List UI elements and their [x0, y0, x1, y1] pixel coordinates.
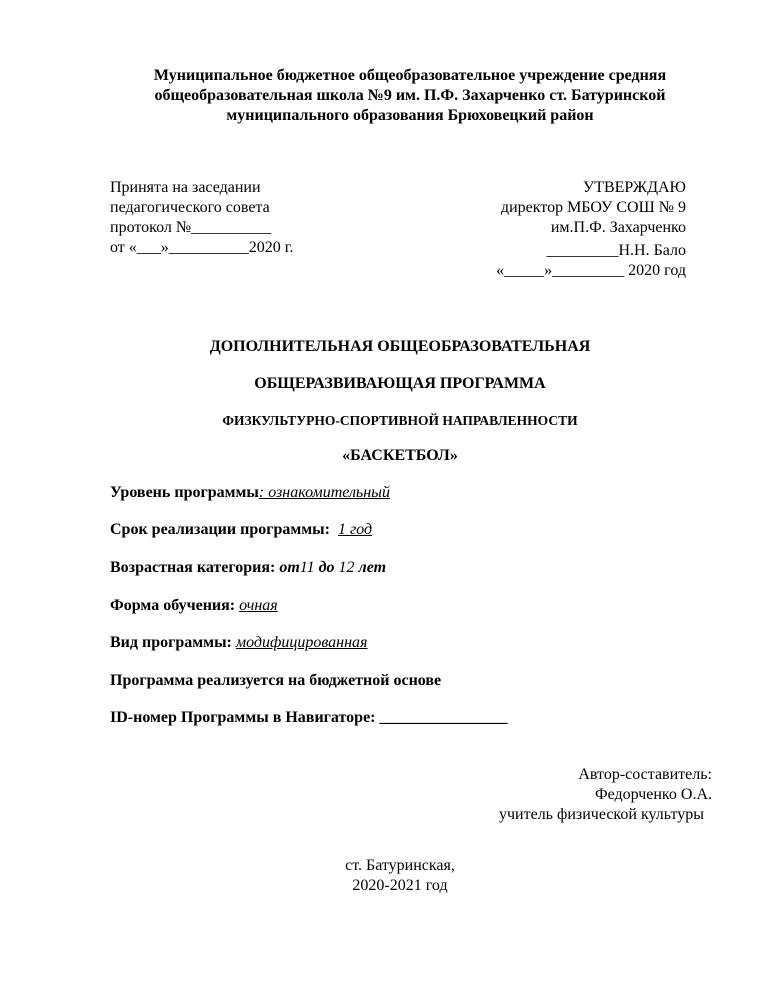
- author-block: [499, 765, 712, 825]
- approved-line-1: УТВЕРЖДАЮ: [582, 179, 686, 196]
- program-type-value: модифицированная: [235, 634, 368, 651]
- approved-line-2: директор МБОУ СОШ № 9: [500, 199, 686, 216]
- institution-header: [100, 66, 720, 126]
- author-line-1: Автор-составитель:: [578, 766, 712, 783]
- navigator-id-text: ID-номер Программы в Навигаторе: ________________: [110, 709, 508, 726]
- funding-note: [110, 671, 441, 691]
- age-unit: лет: [358, 559, 387, 576]
- study-form: [110, 596, 278, 616]
- accepted-line-1: Принята на заседании: [110, 179, 261, 196]
- age-from: от: [279, 559, 300, 576]
- approved-line-4: _________Н.Н. Бало: [546, 242, 686, 259]
- approved-line-5: «_____»_________ 2020 год: [496, 262, 686, 279]
- age-to: до: [318, 559, 335, 576]
- author-line-3: учитель физической культуры: [498, 806, 704, 823]
- institution-line-3: муниципального образования Брюховецкий район: [226, 107, 594, 124]
- program-type: [110, 633, 368, 653]
- program-term-value: 1 год: [338, 521, 373, 538]
- footer: [0, 856, 768, 896]
- program-term-label: Срок реализации программы:: [110, 521, 330, 538]
- institution-line-2: общеобразовательная школа №9 им. П.Ф. Захарченко ст. Батуринской: [154, 87, 666, 104]
- accepted-block: [110, 178, 294, 258]
- age-max: 12: [338, 559, 355, 576]
- accepted-line-2: педагогического совета: [110, 199, 270, 216]
- age-category: [110, 558, 386, 578]
- title-line-4: «БАСКЕТБОЛ»: [342, 447, 458, 464]
- study-form-value: очная: [239, 597, 278, 614]
- funding-text: Программа реализуется на бюджетной основе: [110, 672, 442, 689]
- program-level-value: : ознакомительный: [258, 484, 390, 501]
- age-min: 11: [299, 559, 315, 576]
- program-level-label: Уровень программы: [110, 484, 259, 501]
- title-line-3: ФИЗКУЛЬТУРНО-СПОРТИВНОЙ НАПРАВЛЕННОСТИ: [222, 413, 578, 428]
- program-level: [110, 483, 390, 503]
- program-type-label: Вид программы:: [110, 634, 232, 651]
- footer-place: ст. Батуринская,: [345, 857, 455, 874]
- navigator-id: [110, 708, 508, 728]
- accepted-line-4: от «___»__________2020 г.: [110, 239, 294, 256]
- accepted-line-3: протокол №__________: [110, 219, 272, 236]
- program-term: [110, 520, 372, 540]
- author-line-2: Федорченко О.А.: [594, 786, 712, 803]
- title-line-1: ДОПОЛНИТЕЛЬНАЯ ОБЩЕОБРАЗОВАТЕЛЬНАЯ: [209, 338, 591, 355]
- title-line-2: ОБЩЕРАЗВИВАЮЩАЯ ПРОГРАММА: [254, 375, 546, 392]
- approved-block: [496, 178, 686, 281]
- footer-year: 2020-2021 год: [352, 877, 448, 894]
- age-category-label: Возрастная категория:: [110, 559, 276, 576]
- approved-line-3: им.П.Ф. Захарченко: [550, 219, 686, 236]
- institution-line-1: Муниципальное бюджетное общеобразовательное учреждение средняя: [153, 67, 667, 84]
- study-form-label: Форма обучения:: [110, 597, 236, 614]
